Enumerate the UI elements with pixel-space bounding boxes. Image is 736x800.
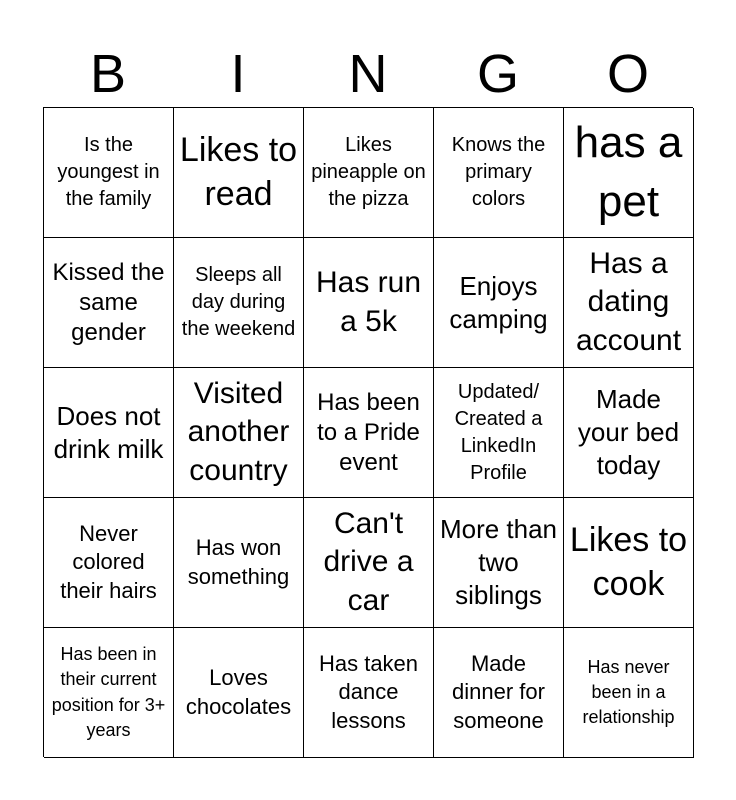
bingo-cell[interactable] (434, 628, 564, 758)
bingo-cell[interactable] (174, 368, 304, 498)
bingo-cell[interactable] (174, 108, 304, 238)
cell-text: Does not drink milk (53, 400, 164, 464)
bingo-cell[interactable] (304, 498, 434, 628)
cell-text: Has never been in a relationship (582, 656, 675, 728)
cell-text: Can't drive a car (323, 506, 414, 617)
cell-text: More than two siblings (439, 514, 558, 610)
cell-text: Has been in their current position for 3+ years (51, 644, 166, 740)
cell-text: Updated/ Created a LinkedIn Profile (454, 380, 543, 484)
cell-text: Visited another country (187, 376, 290, 487)
cell-text: Made your bed today (577, 384, 680, 480)
bingo-cell[interactable] (434, 108, 564, 238)
header-letter-g: G (476, 44, 519, 104)
cell-text: Likes to read (179, 130, 298, 213)
cell-text: Made dinner for someone (452, 650, 545, 733)
bingo-cell[interactable] (564, 238, 694, 368)
cell-text: Likes pineapple on the pizza (311, 134, 426, 210)
header-letter-b: B (89, 44, 127, 104)
bingo-cell[interactable] (44, 498, 174, 628)
cell-text: Has run a 5k (315, 266, 422, 338)
bingo-cell[interactable] (174, 628, 304, 758)
cell-text: Sleeps all day during the weekend (181, 264, 296, 340)
cell-text: Has been to a Pride event (317, 388, 420, 476)
bingo-cell[interactable] (304, 628, 434, 758)
bingo-cell[interactable] (564, 498, 694, 628)
cell-text: Has a dating account (575, 246, 682, 357)
header-letter-n: N (348, 44, 388, 104)
cell-text: has a pet (574, 118, 683, 226)
bingo-cell[interactable] (434, 368, 564, 498)
bingo-cell[interactable] (564, 628, 694, 758)
cell-text: Kissed the same gender (52, 258, 165, 346)
bingo-cell[interactable] (564, 108, 694, 238)
bingo-cell[interactable] (44, 368, 174, 498)
bingo-cell[interactable] (174, 498, 304, 628)
bingo-cell[interactable] (44, 108, 174, 238)
cell-text: Has taken dance lessons (318, 650, 419, 733)
bingo-cell[interactable] (174, 238, 304, 368)
bingo-cell[interactable] (44, 628, 174, 758)
header-letter-o: O (606, 44, 649, 104)
cell-text: Never colored their hairs (60, 520, 157, 603)
cell-text: Likes to cook (569, 520, 688, 603)
bingo-board (43, 107, 693, 757)
cell-text: Enjoys camping (449, 270, 548, 334)
cell-text: Is the youngest in the family (57, 134, 160, 210)
bingo-cell[interactable] (564, 368, 694, 498)
cell-text: Knows the primary colors (451, 134, 546, 210)
bingo-cell[interactable] (304, 238, 434, 368)
bingo-cell[interactable] (304, 368, 434, 498)
header-letter-i: I (230, 44, 246, 104)
bingo-cell[interactable] (304, 108, 434, 238)
bingo-header (43, 40, 693, 108)
bingo-cell[interactable] (434, 238, 564, 368)
bingo-cell[interactable] (44, 238, 174, 368)
cell-text: Has won something (187, 534, 290, 589)
cell-text: Loves chocolates (185, 664, 292, 719)
bingo-cell[interactable] (434, 498, 564, 628)
